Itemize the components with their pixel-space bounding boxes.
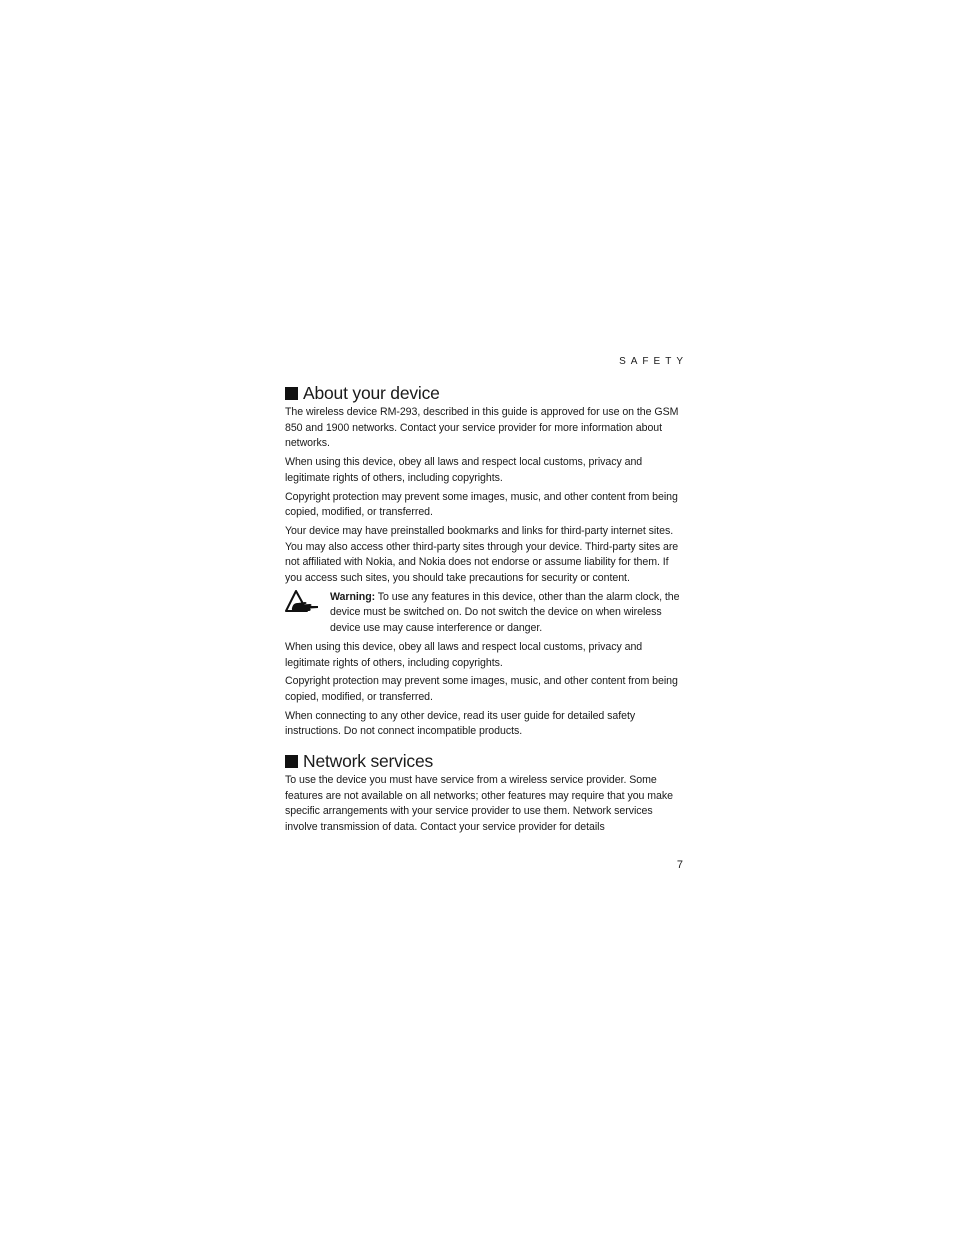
section-heading-text: About your device (303, 383, 440, 403)
square-bullet-icon (285, 755, 298, 768)
square-bullet-icon (285, 387, 298, 400)
paragraph: Copyright protection may prevent some images, music, and other content from being copied, modified, or transferred. (285, 490, 678, 519)
warning-hand-icon (285, 590, 330, 617)
section-about-your-device (285, 382, 683, 740)
page-number: 7 (676, 859, 683, 871)
paragraph: When using this device, obey all laws and respect local customs, privacy and legitimate rights of others, including copyrights. (285, 456, 643, 484)
section-heading (285, 750, 683, 772)
paragraph: The wireless device RM-293, described in this guide is approved for use on the GSM 850 and 1900 networks. Contact your service provider for more information about networks. (285, 406, 679, 450)
warning-text (330, 590, 683, 637)
section-heading (285, 382, 683, 404)
running-header: SAFETY (619, 356, 688, 367)
paragraph: When connecting to any other device, read its user guide for detailed safety instructions. Do not connect incompatible products. (285, 709, 636, 738)
page-content (285, 354, 688, 839)
paragraph: Copyright protection may prevent some images, music, and other content from being copied, modified, or transferred. (285, 675, 678, 703)
warning-note (285, 590, 683, 637)
warning-label: Warning: (330, 590, 376, 603)
section-network-services (285, 750, 683, 836)
paragraph: To use the device you must have service from a wireless service provider. Some features are not available on all networks; other features may require that you make specific arrangements with your service provider to use them. Network services involve transmission of data. Contact your service provider for details (285, 774, 673, 834)
paragraph: When using this device, obey all laws and respect local customs, privacy and legitimate rights of others, including copyrights. (285, 640, 643, 669)
warning-body: To use any features in this device, other than the alarm clock, the device must be switched on. Do not switch the device on when wireless device use may cause interference or danger. (330, 590, 680, 635)
section-heading-text: Network services (303, 751, 434, 772)
paragraph: Your device may have preinstalled bookmarks and links for third-party internet sites. You may also access other third-party sites through your device. Third-party sites are not affiliated with Nokia, and Nokia does not endorse or assume liability for them. If you access such sites, you should take precautions for security or content. (285, 524, 679, 585)
